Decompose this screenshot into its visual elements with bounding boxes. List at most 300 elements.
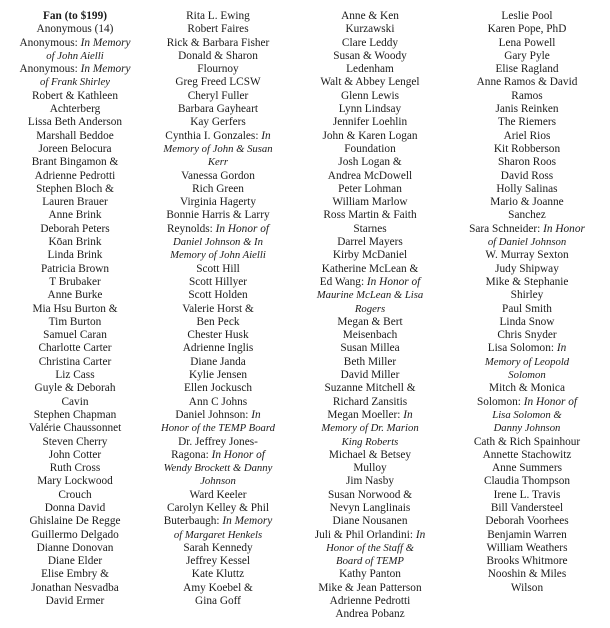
donor-name: Donald & Sharon [178,49,258,62]
donor-line [489,382,565,395]
donor-line [200,475,236,488]
donor-name: Mary Lockwood [37,475,113,488]
donor-name: Flournoy [197,63,239,76]
donor-line [344,356,396,369]
donor-line [175,76,260,89]
donor-line [511,289,544,302]
donor-name: Josh Logan & [338,156,402,169]
donor-name: Christina Carter [38,355,112,368]
donor-name: Samuel Caran [43,329,107,342]
donor-name: Anne Brink [48,209,102,222]
donor-line [197,316,240,329]
donor-name: Cavin [61,395,89,408]
donor-name: Ann C Johns [188,395,248,408]
donor-name: Robert & Kathleen [32,89,118,102]
donor-name: Donna David [44,501,106,514]
donor-name: Scott Hillyer [188,275,248,288]
donor-line [488,342,566,355]
donor-name: Kurzawski [345,23,395,36]
donor-name: Paul Smith [502,302,552,315]
donor-line [167,37,270,50]
donor-name: Mia Hsu Burton & [32,302,118,315]
tribute-text: In Memory [80,63,131,76]
donor-name: Linda Brink [47,249,103,262]
donor-name: Janis Reinken [495,103,559,116]
donor-line [495,63,558,76]
donor-name: Guillermo Delgado [31,528,119,541]
donor-line [19,63,130,76]
tribute-text: In Honor [543,222,585,235]
donor-name: Ramos [511,89,543,102]
donor-name: Elise Ragland [495,63,559,76]
donor-line [500,316,555,329]
donor-line [50,462,101,475]
donor-name: Mulloy [353,462,387,475]
donor-line [326,542,414,555]
donor-line [330,595,411,608]
donor-line [183,342,254,355]
donor-name: Wilson [510,581,544,594]
donor-line [164,462,273,475]
donor-line [50,103,101,116]
donor-name: Anne Burke [47,289,103,302]
donor-name: Crouch [58,488,92,501]
donor-line [183,542,252,555]
donor-line [41,568,109,581]
donor-name: Anne & Ken [341,10,399,22]
donor-name: Claudia Thompson [483,475,571,488]
donor-name: Diane Janda [190,355,246,368]
donor-line [197,63,238,76]
donor-line [189,489,246,502]
donor-line [35,382,116,395]
donor-name: Meisenbach [342,329,398,342]
donor-line [190,356,246,369]
tribute-text: Maurine McLean & Lisa [316,289,424,302]
donor-line [43,329,107,342]
donor-line [511,90,542,103]
donor-line [38,342,111,355]
donor-name: Liz Cass [55,369,95,382]
donor-name: Ellen Jockusch [183,382,253,395]
donor-line [341,10,399,23]
donor-line [333,50,407,63]
donor-name: Kylie Jensen [188,369,248,382]
donor-line [337,236,403,249]
donor-name: Holly Salinas [496,182,558,195]
donor-name: Rita L. Ewing [186,10,250,22]
donor-name: Diane Elder [47,555,103,568]
donor-line [335,608,404,621]
donor-name: Guyle & Deborah [34,382,116,395]
donor-line [341,90,399,103]
donor-line [58,489,91,502]
donor-line [477,396,577,409]
donor-name: Stephen Chapman [33,408,117,421]
donor-line [488,23,567,36]
donor-line [173,236,263,249]
donor-line [38,143,111,156]
donor-line [332,196,407,209]
donor-line [39,356,111,369]
donor-line [174,529,262,542]
donor-line [49,276,101,289]
donor-name: Anonymous: [19,63,81,76]
donor-line [488,568,566,581]
donor-name: John & Karen Logan [322,129,418,142]
tribute-text: In [261,129,271,142]
donor-line [355,303,385,316]
donor-line [501,170,553,183]
donor-name: Gina Goff [195,595,241,608]
donor-line [501,10,552,23]
donor-line [175,409,260,422]
tribute-text: In Memory [80,36,131,49]
donor-line [34,409,117,422]
donor-name: Anonymous: [19,36,81,49]
donor-line [30,515,121,528]
donor-name: Kirby McDaniel [332,249,408,262]
tribute-text: of John Aielli [46,49,104,62]
donor-line [492,462,562,475]
donor-name: Michael & Betsey [328,448,412,461]
donor-line [508,209,546,222]
donor-line [46,50,103,63]
donor-name: Megan Moeller: [327,408,404,421]
donor-line [181,170,255,183]
tier-heading: Fan (to $199) [42,10,107,22]
donor-name: Deborah Voorhees [485,515,569,528]
donor-name: Chris Snyder [497,329,557,342]
donor-line [208,156,228,169]
donor-name: Lissa Beth Anderson [27,116,123,129]
donor-line [35,170,116,183]
donor-line [49,449,101,462]
donor-line [32,303,117,316]
donor-line [353,223,386,236]
donor-line [31,582,119,595]
donor-line [492,409,561,422]
donor-line [333,249,407,262]
donor-name: Robert Faires [187,23,249,36]
donor-name: Mario & Joanne [490,196,564,209]
donor-line [353,462,386,475]
donor-name: Lisa Solomon: [487,342,557,355]
donor-line [474,436,580,449]
donor-name: Charlotte Carter [38,342,112,355]
donor-name: William Marlow [332,196,408,209]
donor-line [487,542,568,555]
donor-line [43,436,108,449]
tribute-text: Memory of Leopold [484,355,570,368]
donor-name: Solomon: [476,395,524,408]
donor-line [192,183,244,196]
donor-name: Buterbaugh: [163,515,223,528]
donor-name: Diane Nousanen [332,515,408,528]
donor-name: William Weathers [486,541,568,554]
donor-line [186,10,250,23]
tribute-text: Lisa Solomon & [492,408,562,421]
donor-name: Tim Burton [48,315,102,328]
donor-name: Anne Summers [492,462,562,475]
donor-line [342,436,399,449]
donor-name: Adrienne Pedrotti [329,595,411,608]
donor-name: Lynn Lindsay [338,103,402,116]
donor-line [329,449,411,462]
donor-line [42,196,108,209]
donor-line [48,289,103,302]
tribute-text: Kerr [207,156,229,169]
donor-line [495,263,559,276]
donor-line [164,515,273,528]
donor-name: Kit Robberson [493,142,561,155]
donor-name: Megan & Bert [337,315,403,328]
donor-line [486,276,569,289]
donor-name: Starnes [353,222,387,235]
donor-name: Anonymous (14) [36,23,114,36]
donor-line [318,582,421,595]
donor-line [165,130,270,143]
donor-name: Ariel Rios [503,129,551,142]
donor-name: Foundation [344,142,396,155]
tribute-text: In [415,528,426,541]
donor-name: Carolyn Kelley & Phil [167,501,269,514]
donor-line [31,529,119,542]
donor-name: Sharon Roos [497,156,557,169]
donor-line [178,50,258,63]
donor-line [170,249,266,262]
donor-name: Steven Cherry [42,435,108,448]
donor-line [344,143,395,156]
donor-line [346,63,394,76]
donor-line [48,555,102,568]
donor-line [317,289,424,302]
tribute-text: In Honor of [211,448,265,461]
donor-name: Brooks Whitmore [486,555,568,568]
donor-name: Peter Lohman [338,182,402,195]
donor-name: Kōan Brink [48,236,102,249]
donor-name: Judy Shipway [495,262,559,275]
donor-name: Richard Zansitis [332,395,408,408]
donor-line [321,422,418,435]
tribute-text: of Margaret Henkels [173,528,263,541]
donor-name: Benjamin Warren [487,528,567,541]
tribute-text: In Memory [222,515,273,528]
donor-line [340,342,399,355]
tribute-text: In [556,342,567,355]
donor-line [508,369,545,382]
donor-name: Sara Schneider: [469,222,544,235]
donor-name: Lauren Brauer [42,196,108,209]
donor-name: John Cotter [48,448,102,461]
donor-name: Juli & Phil Orlandini: [314,528,416,541]
donor-name: Nevyn Langlinais [329,501,411,514]
donor-name: Virginia Hagerty [180,196,256,209]
donor-line [487,529,567,542]
donor-line [494,422,561,435]
donor-line [333,116,407,129]
donor-line [327,409,412,422]
donor-line [498,116,556,129]
donor-line [325,382,416,395]
donor-line [499,37,556,50]
donor-line [339,568,401,581]
donor-name: David Ross [500,169,554,182]
donor-name: T Brubaker [49,275,101,288]
donor-name: Linda Snow [499,315,555,328]
donor-line [189,276,247,289]
donor-line [41,263,109,276]
donor-line [336,555,404,568]
donor-line [48,236,101,249]
donor-name: Kay Gerfers [190,116,246,129]
donor-line [494,143,560,156]
donor-line [166,209,269,222]
donor-line [182,303,254,316]
donor-name: Joreen Belocura [38,142,112,155]
donor-line [483,449,572,462]
donor-name: The Riemers [497,116,557,129]
donor-line [494,489,561,502]
tribute-text: Board of TEMP [336,555,404,568]
donor-line [338,183,402,196]
tribute-text: Danny Johnson [493,422,561,435]
donor-line [29,422,122,435]
donor-name: Suzanne Mitchell & [324,382,416,395]
donor-line [488,236,566,249]
donor-line [346,23,395,36]
donor-line [469,223,585,236]
donor-line [190,116,246,129]
donor-line [477,76,578,89]
donor-line [330,502,411,515]
donor-line [320,276,421,289]
donor-name: Lena Powell [498,36,556,49]
donor-name: Jeffrey Kessel [185,555,251,568]
donor-name: Cheryl Fuller [187,89,249,102]
donor-line [163,143,272,156]
donor-line [187,23,248,36]
donor-name: Andrea McDowell [327,169,413,182]
donor-line [315,529,425,542]
donor-line [195,595,241,608]
donor-line [485,515,568,528]
donor-name: Barbara Gayheart [178,103,258,116]
donor-line [40,76,110,89]
tribute-text: Memory of Dr. Marion [321,422,419,435]
donor-name: Scott Hill [196,262,240,275]
donor-name: Ruth Cross [49,462,101,475]
donor-line [504,50,550,63]
donor-name: Dr. Jeffrey Jones- [178,435,258,448]
donor-name: Anne Ramos & David [476,76,578,89]
donor-line [490,196,563,209]
donor-name: Jonathan Nesvadba [31,581,119,594]
donor-name: Ward Keeler [189,488,247,501]
donor-line [188,90,249,103]
donor-line [186,555,250,568]
donor-name: Andrea Pobanz [335,608,405,621]
donor-name: Ross Martin & Faith [323,209,417,222]
donor-name: Gary Pyle [504,49,550,62]
tribute-text: In Honor of [523,395,578,408]
donor-line [323,209,416,222]
donor-line [328,170,412,183]
donor-line [32,156,119,169]
donor-name: Chester Husk [187,329,249,342]
donor-name: Rich Green [192,182,244,195]
tribute-text: Daniel Johnson & In [173,236,263,249]
donor-name: Scott Holden [188,289,248,302]
donor-name: Bonnie Harris & Larry [166,209,270,222]
donor-name: David Miller [340,369,400,382]
donor-line [178,436,258,449]
tribute-text: of Frank Shirley [39,76,111,89]
donor-line [341,369,400,382]
donor-name: Mike & Jean Patterson [318,581,422,594]
donor-name: Daniel Johnson: [175,408,252,421]
donor-column-3 [294,10,446,622]
tribute-text: Solomon [508,369,546,382]
donor-line [497,329,556,342]
donor-line [48,249,103,262]
donor-line [184,382,252,395]
donor-name: Leslie Pool [501,10,553,22]
tribute-text: In Honor of [366,275,421,288]
donor-name: Susan & Woody [333,49,407,62]
donor-name: Valérie Chaussonnet [28,422,122,435]
donor-line [55,369,94,382]
donor-line [40,223,109,236]
donor-name: Dianne Donovan [36,541,114,554]
donor-line [504,130,551,143]
donor-line [45,502,106,515]
donor-line [189,396,247,409]
donor-column-2 [142,10,294,608]
donor-name: Sarah Kennedy [183,541,253,554]
tribute-text: In [403,408,413,421]
donor-line [322,130,417,143]
tribute-text: Honor of the Staff & [326,541,414,554]
donor-line [498,156,556,169]
donor-name: Stephen Bloch & [36,182,114,195]
tribute-text: Johnson [200,475,236,488]
donor-line [49,316,102,329]
tribute-text: King Roberts [341,435,399,448]
donor-name: Kathy Panton [339,568,401,581]
donor-name: Annette Stachowitz [482,448,572,461]
donor-name: Clare Leddy [341,36,399,49]
donor-name: Irene L. Travis [493,488,561,501]
donor-name: Adrienne Pedrotti [34,169,116,182]
donor-line [496,183,557,196]
donor-line [333,515,408,528]
tribute-text: Memory of John & Susan [163,142,273,155]
tribute-text: Rogers [354,302,386,315]
donor-line [36,183,114,196]
donor-name: Ghislaine De Regge [29,515,121,528]
donor-line [338,156,401,169]
donor-line [196,263,240,276]
donor-line [495,103,558,116]
donor-name: Karen Pope, PhD [487,23,567,36]
donor-name: Jim Nasby [345,475,394,488]
donor-name: Brant Bingamon & [31,156,119,169]
donor-line [322,263,419,276]
donor-name: Ragona: [171,448,212,461]
donor-name: W. Murray Sexton [485,249,569,262]
tribute-text: Memory of John Aielli [170,249,266,262]
